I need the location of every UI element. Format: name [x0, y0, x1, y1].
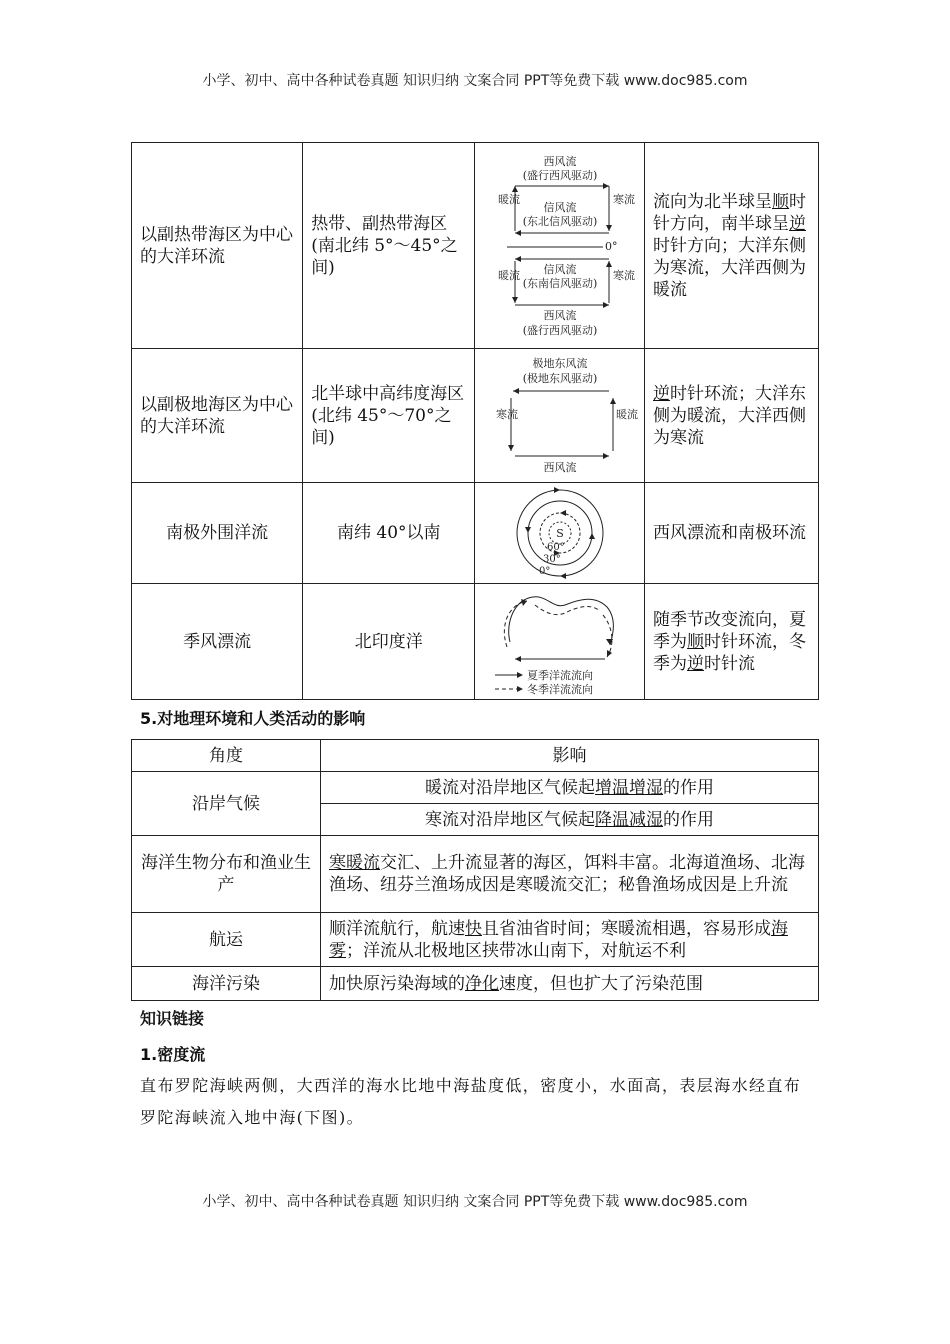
- desc-keyword: 顺: [772, 191, 790, 212]
- current-types-table: [131, 142, 819, 700]
- current-name: 季风漂流: [132, 584, 303, 700]
- diagram-label: 寒流: [612, 192, 635, 206]
- current-desc: [645, 349, 819, 483]
- diagram-label: 西风流: [543, 154, 577, 168]
- diagram-label: (盛行西风驱动): [522, 168, 597, 182]
- diagram-label: 西风流: [543, 461, 577, 474]
- diagram-label: 寒流: [495, 408, 518, 421]
- page-footer: 小学、初中、高中各种试卷真题 知识归纳 文案合同 PPT等免费下载 www.doc985.com: [202, 1194, 748, 1210]
- diagram-label: 暖流: [497, 268, 520, 282]
- diagram-label: 0°: [538, 565, 551, 577]
- diagram-label: 西风流: [543, 308, 577, 322]
- subpolar-gyre-diagram: [485, 353, 638, 478]
- aspect-label: 海洋生物分布和渔业生产: [132, 836, 321, 913]
- column-header: 角度: [132, 740, 321, 772]
- effect-text: [321, 804, 819, 836]
- influence-table: [131, 739, 819, 1001]
- effect-text: [321, 913, 819, 967]
- diagram-cell: [475, 349, 645, 483]
- effect-text: [321, 836, 819, 913]
- current-region: 热带、副热带海区(南北纬 5°～45°之间): [303, 143, 475, 349]
- effect-keyword: 增温增湿: [595, 777, 663, 798]
- diagram-label: 暖流: [615, 408, 638, 421]
- density-title: 1.密度流: [140, 1045, 206, 1064]
- subtropical-gyre-diagram: [485, 151, 635, 341]
- table-row: [132, 913, 819, 967]
- effect-part: 顺洋流航行，航速: [329, 918, 465, 939]
- current-desc: [645, 143, 819, 349]
- effect-part: ；洋流从北极地区挟带冰山南下，对航运不利: [346, 940, 686, 961]
- section-title: 5.对地理环境和人类活动的影响: [140, 709, 366, 728]
- effect-keyword: 海雾: [329, 918, 788, 961]
- diagram-cell: [475, 584, 645, 700]
- diagram-cell: [475, 143, 645, 349]
- diagram-label: 30°: [542, 553, 561, 565]
- table-row: [132, 143, 819, 349]
- desc-text: 流向为北半球呈: [653, 191, 773, 212]
- diagram-label: 寒流: [612, 268, 635, 282]
- effect-keyword: 寒暖流: [329, 853, 380, 873]
- desc-text: 时针方向，南半球呈: [653, 191, 807, 234]
- effect-part: 速度，但也扩大了污染范围: [499, 973, 703, 994]
- desc-text: 随季节改变流向，夏季为: [653, 609, 807, 652]
- current-region: 南纬 40°以南: [303, 483, 475, 584]
- diagram-label: (东北信风驱动): [522, 214, 597, 228]
- effect-part: 交汇、上升流显著的海区，饵料丰富。北海道渔场、北海渔场、纽芬兰渔场成因是寒暖流交汇；秘鲁渔场成因是上升流: [329, 853, 805, 895]
- diagram-legend: 冬季洋流流向: [526, 682, 593, 696]
- desc-keyword: 逆: [789, 213, 807, 234]
- current-desc: [645, 483, 819, 584]
- desc-text: 时针流: [704, 653, 756, 674]
- effect-part: 的作用: [663, 777, 714, 798]
- effect-keyword: 降温减湿: [595, 809, 663, 830]
- current-desc: [645, 584, 819, 700]
- diagram-label: 极地东风流: [532, 357, 588, 370]
- table-row: [132, 836, 819, 913]
- diagram-label: 信风流: [543, 200, 577, 214]
- current-region: 北半球中高纬度海区(北纬 45°～70°之间): [303, 349, 475, 483]
- monsoon-drift-diagram: [485, 587, 635, 697]
- aspect-label: 沿岸气候: [132, 772, 321, 836]
- current-name: 以副热带海区为中心的大洋环流: [132, 143, 303, 349]
- diagram-label: (盛行西风驱动): [522, 323, 597, 337]
- aspect-label: 海洋污染: [132, 967, 321, 1001]
- table-row: [132, 740, 819, 772]
- desc-keyword: 逆: [653, 383, 671, 404]
- table-row: [132, 967, 819, 1001]
- diagram-cell: [475, 483, 645, 584]
- desc-text: 时针环流；大洋东侧为暖流，大洋西侧为寒流: [653, 383, 807, 448]
- effect-text: [321, 772, 819, 804]
- knowledge-link-title: 知识链接: [140, 1009, 205, 1028]
- desc-keyword: 逆: [687, 653, 705, 674]
- aspect-label: 航运: [132, 913, 321, 967]
- desc-text: 西风漂流和南极环流: [653, 523, 807, 543]
- effect-keyword: 快: [465, 918, 482, 939]
- page-header: 小学、初中、高中各种试卷真题 知识归纳 文案合同 PPT等免费下载 www.doc985.com: [202, 73, 748, 89]
- table-row: [132, 349, 819, 483]
- current-name: 南极外围洋流: [132, 483, 303, 584]
- current-name: 以副极地海区为中心的大洋环流: [132, 349, 303, 483]
- diagram-label: 信风流: [543, 262, 577, 276]
- effect-part: 寒流对沿岸地区气候起: [425, 809, 595, 830]
- table-row: [132, 772, 819, 804]
- diagram-label: (东南信风驱动): [522, 276, 597, 290]
- effect-part: 且省油省时间；寒暖流相遇，容易形成: [482, 918, 771, 939]
- antarctic-current-diagram: [485, 486, 635, 581]
- table-row: [132, 483, 819, 584]
- effect-part: 暖流对沿岸地区气候起: [425, 777, 595, 798]
- diagram-label: (极地东风驱动): [522, 372, 597, 385]
- density-paragraph: 直布罗陀海峡两侧，大西洋的海水比地中海盐度低，密度小，水面高，表层海水经直布罗陀海峡流入地中海(下图)。: [140, 1076, 802, 1127]
- diagram-label: 60°: [546, 541, 565, 553]
- table-row: [132, 584, 819, 700]
- effect-keyword: 净化: [465, 973, 499, 994]
- effect-text: [321, 967, 819, 1001]
- diagram-label: S: [555, 526, 564, 540]
- desc-keyword: 顺: [687, 631, 705, 652]
- desc-text: 时针方向；大洋东侧为寒流，大洋西侧为暖流: [653, 235, 807, 300]
- effect-part: 加快原污染海域的: [329, 973, 465, 994]
- desc-text: 时针环流，冬季为: [653, 631, 807, 674]
- column-header: 影响: [321, 740, 819, 772]
- diagram-label: 暖流: [497, 192, 520, 206]
- diagram-label: 0°: [604, 239, 618, 253]
- current-region: 北印度洋: [303, 584, 475, 700]
- effect-part: 的作用: [663, 809, 714, 830]
- diagram-legend: 夏季洋流流向: [526, 668, 593, 682]
